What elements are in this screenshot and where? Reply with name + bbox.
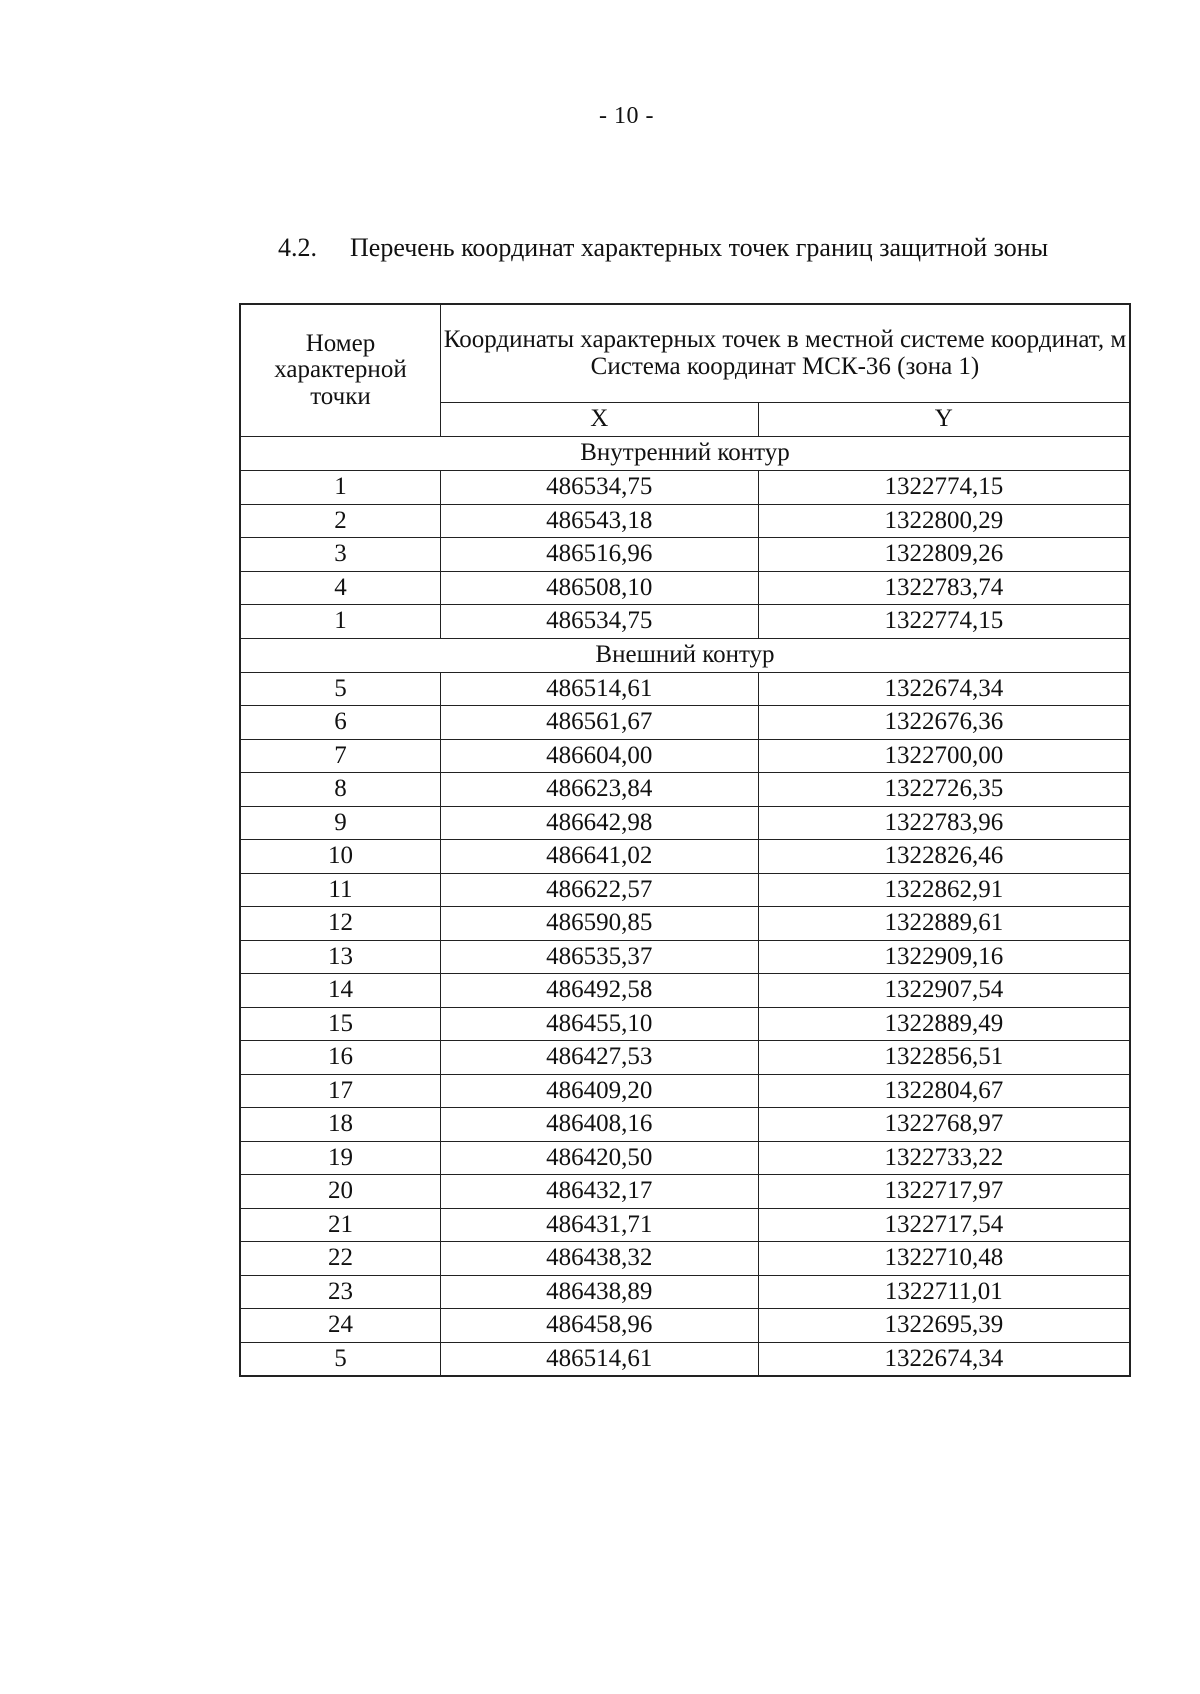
- table-row: [240, 974, 1130, 1008]
- x-coordinate-cell: 486623,84: [440, 773, 758, 807]
- point-number-cell: 1: [240, 471, 440, 505]
- point-number-cell: 9: [240, 806, 440, 840]
- point-number-cell: 13: [240, 940, 440, 974]
- table-row: [240, 471, 1130, 505]
- point-number-cell: 8: [240, 773, 440, 807]
- header-x: X: [440, 403, 758, 437]
- x-coordinate-cell: 486409,20: [440, 1074, 758, 1108]
- table-row: [240, 1108, 1130, 1142]
- point-number-cell: 14: [240, 974, 440, 1008]
- y-coordinate-cell: 1322717,54: [758, 1208, 1130, 1242]
- point-number-cell: 5: [240, 1342, 440, 1376]
- x-coordinate-cell: 486427,53: [440, 1041, 758, 1075]
- group-row: [240, 437, 1130, 471]
- point-number-cell: 10: [240, 840, 440, 874]
- section-heading: [278, 233, 1048, 263]
- x-coordinate-cell: 486534,75: [440, 471, 758, 505]
- table-row: [240, 739, 1130, 773]
- table-row: [240, 1208, 1130, 1242]
- point-number-cell: 24: [240, 1309, 440, 1343]
- table-row: [240, 571, 1130, 605]
- table-row: [240, 1007, 1130, 1041]
- x-coordinate-cell: 486492,58: [440, 974, 758, 1008]
- y-coordinate-cell: 1322909,16: [758, 940, 1130, 974]
- point-number-cell: 21: [240, 1208, 440, 1242]
- table-row: [240, 940, 1130, 974]
- y-coordinate-cell: 1322889,61: [758, 907, 1130, 941]
- table-row: [240, 504, 1130, 538]
- y-coordinate-cell: 1322710,48: [758, 1242, 1130, 1276]
- y-coordinate-cell: 1322804,67: [758, 1074, 1130, 1108]
- point-number-cell: 1: [240, 605, 440, 639]
- table-row: [240, 1175, 1130, 1209]
- table-row: [240, 1041, 1130, 1075]
- y-coordinate-cell: 1322674,34: [758, 672, 1130, 706]
- table-row: [240, 538, 1130, 572]
- point-number-cell: 17: [240, 1074, 440, 1108]
- x-coordinate-cell: 486514,61: [440, 672, 758, 706]
- x-coordinate-cell: 486516,96: [440, 538, 758, 572]
- y-coordinate-cell: 1322674,34: [758, 1342, 1130, 1376]
- page-number: - 10 -: [599, 103, 654, 129]
- table-row: [240, 706, 1130, 740]
- x-coordinate-cell: 486508,10: [440, 571, 758, 605]
- y-coordinate-cell: 1322889,49: [758, 1007, 1130, 1041]
- y-coordinate-cell: 1322783,74: [758, 571, 1130, 605]
- y-coordinate-cell: 1322907,54: [758, 974, 1130, 1008]
- y-coordinate-cell: 1322809,26: [758, 538, 1130, 572]
- table-row: [240, 773, 1130, 807]
- point-number-cell: 15: [240, 1007, 440, 1041]
- y-coordinate-cell: 1322695,39: [758, 1309, 1130, 1343]
- table-row: [240, 1242, 1130, 1276]
- point-number-cell: 19: [240, 1141, 440, 1175]
- y-coordinate-cell: 1322726,35: [758, 773, 1130, 807]
- x-coordinate-cell: 486604,00: [440, 739, 758, 773]
- table-row: [240, 672, 1130, 706]
- coordinates-table: [239, 303, 1131, 1377]
- y-coordinate-cell: 1322768,97: [758, 1108, 1130, 1142]
- section-title: Перечень координат характерных точек границ защитной зоны: [350, 233, 1049, 262]
- point-number-cell: 5: [240, 672, 440, 706]
- x-coordinate-cell: 486543,18: [440, 504, 758, 538]
- point-number-cell: 2: [240, 504, 440, 538]
- point-number-cell: 22: [240, 1242, 440, 1276]
- y-coordinate-cell: 1322856,51: [758, 1041, 1130, 1075]
- point-number-cell: 11: [240, 873, 440, 907]
- y-coordinate-cell: 1322717,97: [758, 1175, 1130, 1209]
- point-number-cell: 7: [240, 739, 440, 773]
- header-y: Y: [758, 403, 1130, 437]
- section-number: 4.2.: [278, 233, 317, 262]
- header-coordinates-title: Координаты характерных точек в местной системе координат, м: [443, 326, 1127, 354]
- x-coordinate-cell: 486534,75: [440, 605, 758, 639]
- x-coordinate-cell: 486438,89: [440, 1275, 758, 1309]
- table-row: [240, 840, 1130, 874]
- y-coordinate-cell: 1322774,15: [758, 605, 1130, 639]
- x-coordinate-cell: 486420,50: [440, 1141, 758, 1175]
- header-coordinate-system: Система координат МСК-36 (зона 1): [590, 352, 980, 380]
- group-title: Внутренний контур: [240, 437, 1130, 471]
- y-coordinate-cell: 1322826,46: [758, 840, 1130, 874]
- point-number-cell: 16: [240, 1041, 440, 1075]
- table-row: [240, 907, 1130, 941]
- x-coordinate-cell: 486641,02: [440, 840, 758, 874]
- y-coordinate-cell: 1322800,29: [758, 504, 1130, 538]
- table-row: [240, 1141, 1130, 1175]
- y-coordinate-cell: 1322733,22: [758, 1141, 1130, 1175]
- table-row: [240, 1074, 1130, 1108]
- header-point-number: Номер характерной точки: [240, 304, 440, 437]
- x-coordinate-cell: 486438,32: [440, 1242, 758, 1276]
- y-coordinate-cell: 1322783,96: [758, 806, 1130, 840]
- table-row: [240, 1342, 1130, 1376]
- y-coordinate-cell: 1322711,01: [758, 1275, 1130, 1309]
- y-coordinate-cell: 1322700,00: [758, 739, 1130, 773]
- x-coordinate-cell: 486514,61: [440, 1342, 758, 1376]
- x-coordinate-cell: 486642,98: [440, 806, 758, 840]
- x-coordinate-cell: 486455,10: [440, 1007, 758, 1041]
- table-row: [240, 1275, 1130, 1309]
- point-number-cell: 20: [240, 1175, 440, 1209]
- table-row: [240, 873, 1130, 907]
- x-coordinate-cell: 486408,16: [440, 1108, 758, 1142]
- header-coordinates: [440, 304, 1130, 403]
- x-coordinate-cell: 486458,96: [440, 1309, 758, 1343]
- group-row: [240, 638, 1130, 672]
- point-number-cell: 23: [240, 1275, 440, 1309]
- x-coordinate-cell: 486590,85: [440, 907, 758, 941]
- x-coordinate-cell: 486431,71: [440, 1208, 758, 1242]
- table-row: [240, 1309, 1130, 1343]
- y-coordinate-cell: 1322676,36: [758, 706, 1130, 740]
- x-coordinate-cell: 486432,17: [440, 1175, 758, 1209]
- table-row: [240, 605, 1130, 639]
- x-coordinate-cell: 486535,37: [440, 940, 758, 974]
- y-coordinate-cell: 1322774,15: [758, 471, 1130, 505]
- x-coordinate-cell: 486622,57: [440, 873, 758, 907]
- x-coordinate-cell: 486561,67: [440, 706, 758, 740]
- point-number-cell: 6: [240, 706, 440, 740]
- group-title: Внешний контур: [240, 638, 1130, 672]
- point-number-cell: 18: [240, 1108, 440, 1142]
- point-number-cell: 3: [240, 538, 440, 572]
- table-row: [240, 806, 1130, 840]
- point-number-cell: 12: [240, 907, 440, 941]
- y-coordinate-cell: 1322862,91: [758, 873, 1130, 907]
- table-body: [240, 437, 1130, 1377]
- point-number-cell: 4: [240, 571, 440, 605]
